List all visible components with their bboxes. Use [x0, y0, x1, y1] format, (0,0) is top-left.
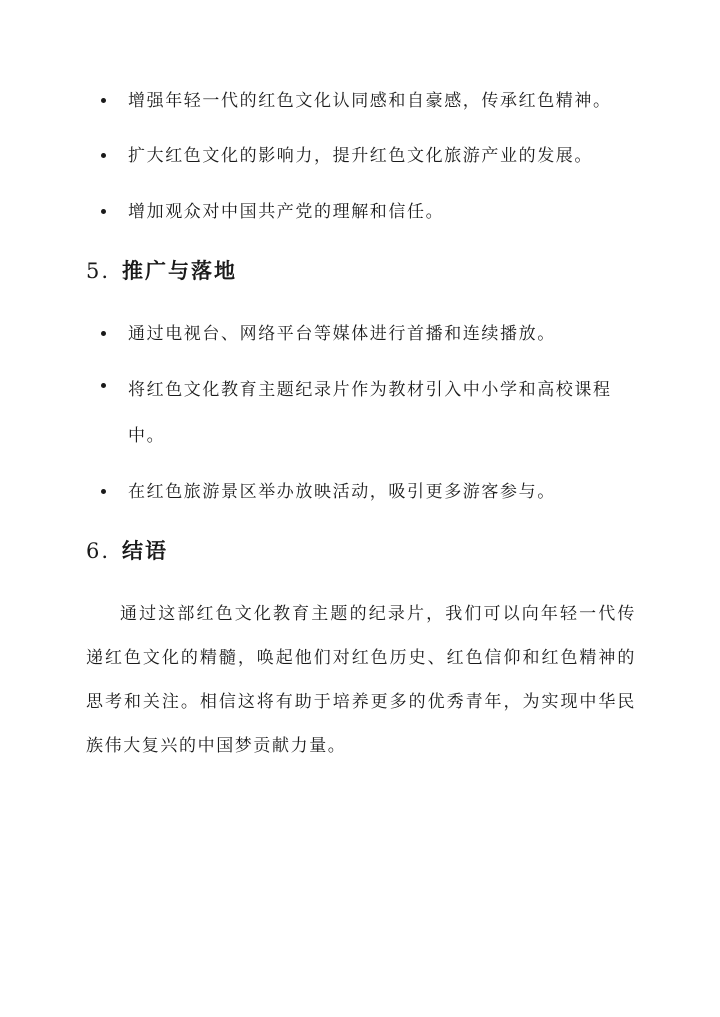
bullet-icon [101, 331, 106, 336]
list-item [110, 473, 630, 511]
conclusion-paragraph: 通过这部红色文化教育主题的纪录片，我们可以向年轻一代传递红色文化的精髓，唤起他们对红色历史、红色信仰和红色精神的思考和关注。相信这将有助于培养更多的优秀青年，为实现中华民族伟大复兴的中国梦贡献力量。 [86, 604, 636, 756]
list-item-text: 将红色文化教育主题纪录片作为教材引入中小学和高校课程中。 [128, 380, 612, 446]
bullet-icon [101, 98, 106, 103]
list-item [110, 367, 630, 459]
bullet-icon [101, 489, 106, 494]
list-item [110, 82, 630, 120]
section-heading [86, 535, 168, 565]
list-item-text: 增强年轻一代的红色文化认同感和自豪感，传承红色精神。 [128, 91, 612, 111]
list-item-text: 通过电视台、网络平台等媒体进行首播和连续播放。 [128, 324, 556, 344]
list-item [110, 315, 630, 353]
section-heading [86, 255, 237, 285]
list-item [110, 193, 630, 231]
bullet-icon [101, 383, 106, 388]
list-item [110, 137, 630, 175]
section-number: 6. [86, 539, 111, 563]
bullet-icon [101, 153, 106, 158]
list-item-text: 扩大红色文化的影响力，提升红色文化旅游产业的发展。 [128, 146, 593, 166]
bullet-icon [101, 209, 106, 214]
list-item-text: 在红色旅游景区举办放映活动，吸引更多游客参与。 [128, 482, 556, 502]
section-title: 推广与落地 [122, 258, 238, 283]
section-number: 5. [86, 259, 111, 283]
list-item-text: 增加观众对中国共产党的理解和信任。 [128, 202, 445, 222]
section-title: 结语 [122, 538, 169, 563]
